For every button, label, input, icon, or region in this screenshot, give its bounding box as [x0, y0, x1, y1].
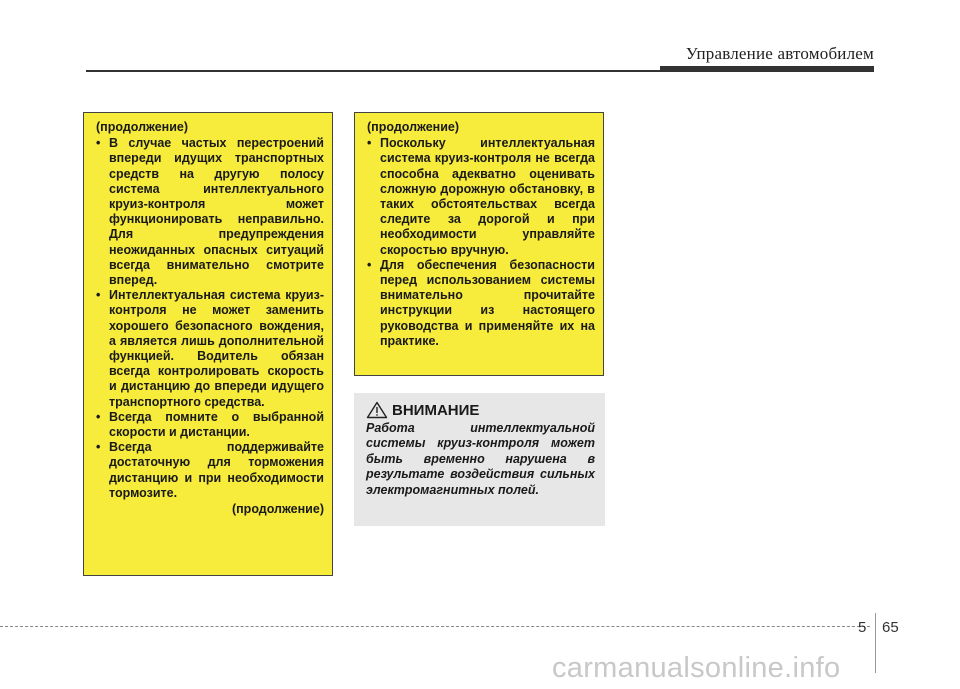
page-number: 65	[882, 619, 899, 636]
caution-box-left	[83, 112, 333, 576]
list-item: • Поскольку интеллектуальная система круиз-контроля не всегда способна адекватно оценивать сложную дорожную обстановку, в таких обстоятельствах всегда следите за дорогой и при необходимости управляйте скоростью вручную.	[363, 136, 595, 258]
warning-text: Работа интеллектуальной системы круиз-контроля может быть временно нарушена в результате воздействия сильных электромагнитных полей.	[366, 421, 595, 497]
page-header-title: Управление автомобилем	[685, 44, 874, 63]
footer-rule	[0, 626, 870, 627]
continued-label-top: (продолжение)	[96, 120, 189, 134]
warning-header	[366, 401, 595, 419]
list-item: • Интеллектуальная система круиз-контроля не может заменить хорошего безопасного вождения, а является лишь дополнительной функцией. Водитель обязан всегда контролировать скорость и дистанцию до впереди идущего транспортного средства.	[92, 288, 324, 410]
bullet-list	[92, 136, 324, 501]
list-item: • Всегда поддерживайте достаточную для торможения дистанцию и при необходимости тормозите.	[92, 440, 324, 501]
header-rule-accent	[660, 66, 874, 72]
continued-label-top: (продолжение)	[367, 120, 460, 134]
warning-triangle-icon	[366, 401, 388, 419]
bullet-list	[363, 136, 595, 349]
list-item: • Для обеспечения безопасности перед использованием системы внимательно прочитайте инструкции из настоящего руководства и применяйте их на практике.	[363, 258, 595, 349]
watermark: carmanualsonline.info	[552, 652, 841, 684]
caution-box-right	[354, 112, 604, 376]
continued-label-bottom: (продолжение)	[231, 502, 324, 517]
list-item: • Всегда помните о выбранной скорости и дистанции.	[92, 410, 324, 440]
warning-title: ВНИМАНИЕ	[392, 401, 480, 419]
warning-box	[354, 393, 605, 526]
footer-divider	[875, 613, 876, 673]
list-item: • В случае частых перестроений впереди идущих транспортных средств на другую полосу система интеллектуального круиз-контроля может функционировать неправильно. Для предупреждения неожиданных опасных ситуаций всегда внимательно смотрите вперед.	[92, 136, 324, 288]
chapter-number: 5	[858, 619, 867, 636]
